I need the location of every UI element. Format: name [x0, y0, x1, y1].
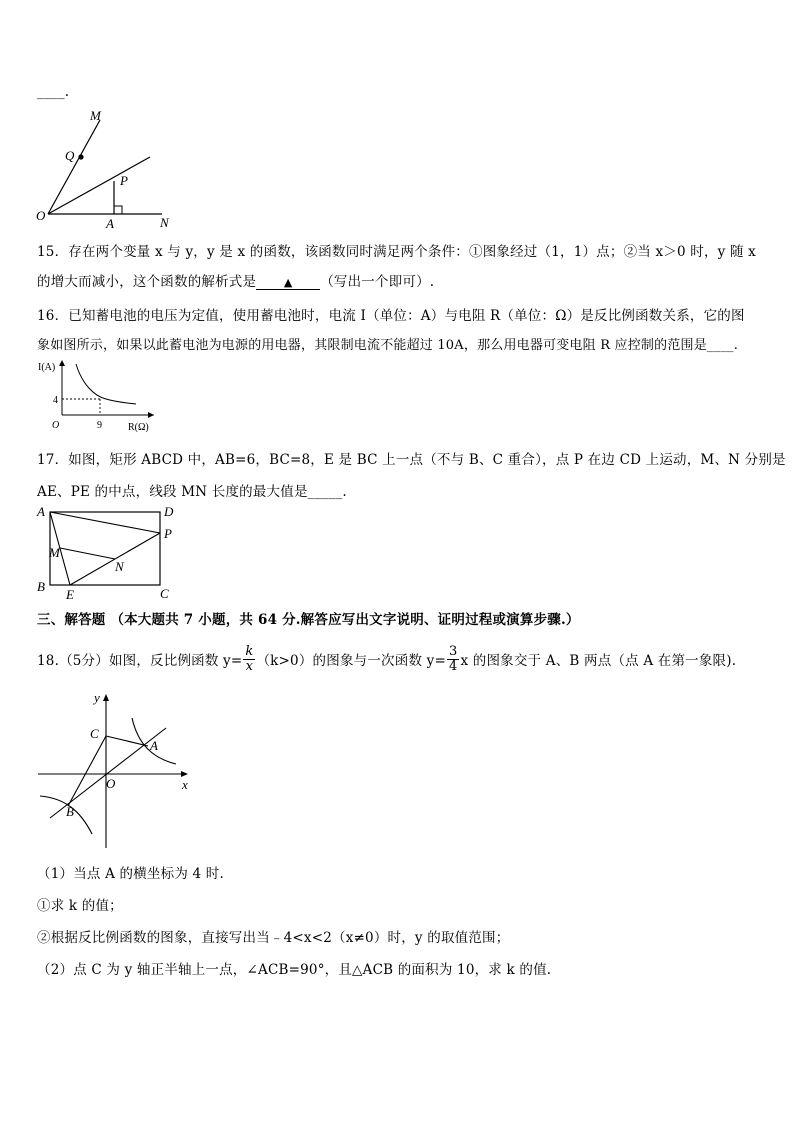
q18-mid: （k>0）的图象与一次函数 y= [256, 653, 446, 669]
point-a-label: A [150, 738, 158, 753]
q18-prefix: 18.（5分）如图，反比例函数 y= [37, 653, 243, 669]
point-q [78, 154, 83, 159]
previous-question-fragment: ____. [37, 84, 70, 100]
fraction-denominator: 4 [448, 658, 458, 674]
q18-part1: （1）当点 A 的横坐标为 4 时. [37, 866, 224, 882]
y-axis-label: y [94, 690, 100, 705]
function-graph [36, 688, 196, 850]
q15-line1: 15．存在两个变量 x 与 y，y 是 x 的函数，该函数同时满足两个条件：①图象经过（1，1）点；②当 x＞0 时，y 随 x [37, 244, 756, 260]
q16-line1: 16．已知蓄电池的电压为定值，使用蓄电池时，电流 I（单位：A）与电阻 R（单位：Ω）是反比例函数关系，它的图 [37, 308, 745, 324]
point-b-label: B [66, 804, 74, 819]
label-a: A [106, 216, 114, 231]
q15-text-b: （写出一个即可）. [320, 274, 435, 290]
q18-part2: （2）点 C 为 y 轴正半轴上一点，∠ACB=90°，且△ACB 的面积为 10，求 k 的值. [37, 962, 552, 978]
label-n: N [115, 559, 124, 574]
x-tick-9: 9 [97, 420, 102, 431]
angle-figure [34, 108, 174, 231]
q18-suffix: x 的图象交于 A、B 两点（点 A 在第一象限). [460, 653, 737, 669]
q18-part1-i: ①求 k 的值； [37, 898, 123, 914]
y-axis-label: I(A) [38, 362, 56, 373]
x-axis-label: R(Ω) [128, 422, 149, 433]
label-b: B [37, 579, 45, 594]
q15-text-a: 的增大而减小，这个函数的解析式是 [37, 274, 257, 290]
q16-line2: 象如图所示，如果以此蓄电池为电源的用电器，其限制电流不能超过 10A，那么用电器可变电阻 R 应控制的范围是____. [37, 338, 739, 353]
origin-label: O [52, 420, 60, 431]
label-a: A [37, 504, 45, 519]
label-p: P [164, 526, 172, 541]
label-o: O [36, 208, 46, 223]
q15-answer-blank: ▲ [256, 276, 320, 290]
q15-line2 [37, 270, 434, 290]
fraction-3-over-4 [447, 645, 459, 674]
q17-line2: AE、PE 的中点，线段 MN 长度的最大值是_____. [37, 484, 347, 500]
label-e: E [66, 587, 74, 602]
q18-statement [37, 640, 736, 678]
fraction-numerator: k [245, 643, 254, 659]
current-resistance-graph [36, 358, 160, 434]
label-q: Q [65, 148, 75, 163]
fraction-denominator: x [245, 658, 254, 674]
x-axis-label: x [182, 777, 188, 792]
section-heading: 三、解答题 （本大题共 7 小题，共 64 分.解答应写出文字说明、证明过程或演算步骤.） [37, 612, 580, 628]
q18-part1-ii: ②根据反比例函数的图象，直接写出当﹣4<x<2（x≠0）时，y 的取值范围； [37, 930, 510, 946]
label-n: N [160, 215, 169, 230]
q17-line1: 17．如图，矩形 ABCD 中，AB=6，BC=8，E 是 BC 上一点（不与 B、C 重合），点 P 在边 CD 上运动，M、N 分别是 [37, 452, 786, 468]
y-tick-4: 4 [53, 395, 58, 406]
label-c: C [160, 586, 169, 601]
origin-label: O [106, 776, 116, 791]
label-m: M [49, 545, 60, 560]
fraction-k-over-x [243, 645, 255, 674]
point-c-label: C [90, 726, 99, 741]
label-p: P [120, 173, 128, 188]
fraction-numerator: 3 [448, 643, 458, 659]
label-m: M [90, 108, 101, 123]
label-d: D [164, 504, 174, 519]
rectangle-figure [34, 502, 184, 602]
